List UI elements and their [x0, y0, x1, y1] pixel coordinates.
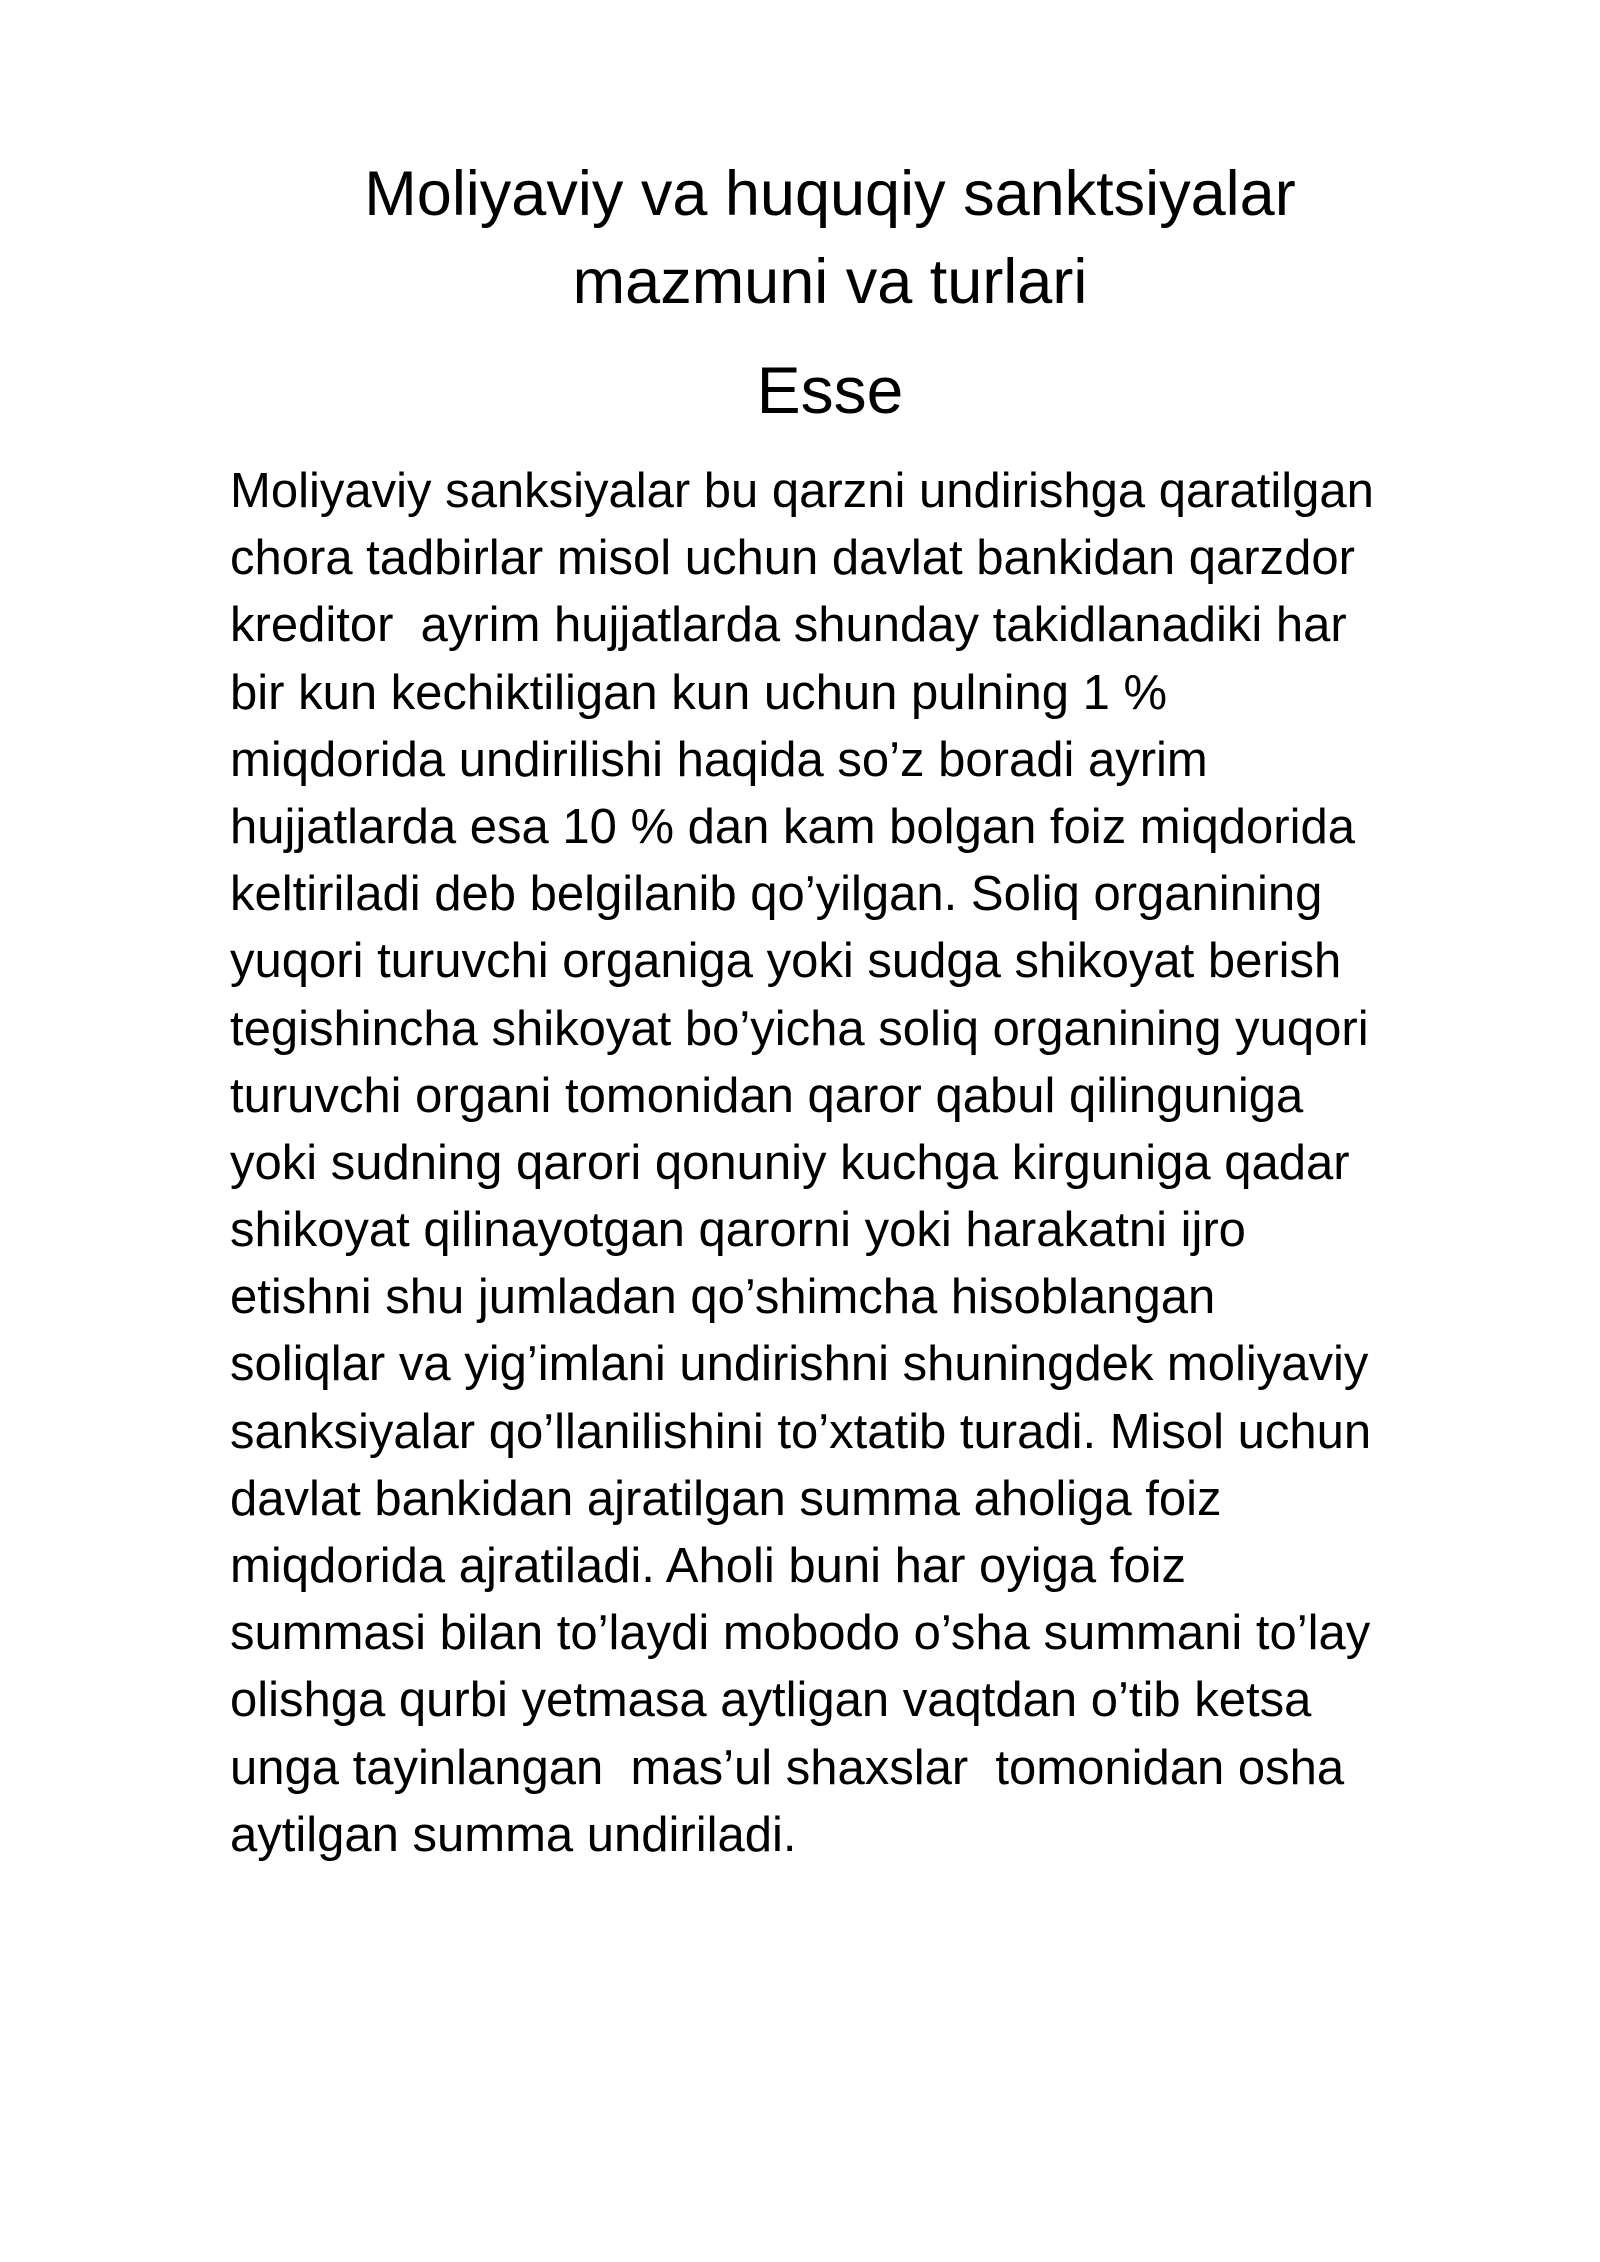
essay-line: shikoyat qilinayotgan qarorni yoki harakatni ijro: [230, 1203, 1246, 1258]
document-subtitle: Esse: [756, 353, 904, 427]
essay-line: davlat bankidan ajratilgan summa aholiga foiz: [230, 1471, 1222, 1526]
essay-line: aytilgan summa undiriladi.: [230, 1807, 797, 1862]
essay-line: yoki sudning qarori qonuniy kuchga kirguniga qadar: [230, 1135, 1350, 1190]
essay-line: bir kun kechiktiligan kun uchun pulning 1 %: [230, 665, 1168, 720]
essay-body: [230, 458, 1530, 1869]
document-title: Moliyaviy va huquqiy sanktsiyalar mazmuni va turlari: [364, 159, 1296, 317]
essay-line: chora tadbirlar misol uchun davlat bankidan qarzdor: [230, 531, 1355, 586]
essay-line: hujjatlarda esa 10 % dan kam bolgan foiz miqdorida: [230, 799, 1355, 854]
essay-line: miqdorida ajratiladi. Aholi buni har oyiga foiz: [230, 1539, 1187, 1593]
essay-line: soliqlar va yig’imlani undirishni shuningdek moliyaviy: [230, 1337, 1369, 1392]
essay-line: miqdorida undirilishi haqida so’z boradi ayrim: [230, 732, 1208, 787]
essay-line: olishga qurbi yetmasa aytligan vaqtdan o’tib ketsa: [230, 1673, 1312, 1728]
essay-line: turuvchi organi tomonidan qaror qabul qilinguniga: [230, 1068, 1304, 1123]
essay-line: etishni shu jumladan qo’shimcha hisoblangan: [230, 1270, 1216, 1325]
essay-line: keltiriladi deb belgilanib qo’yilgan. Soliq organining: [230, 867, 1323, 922]
essay-line: Moliyaviy sanksiyalar bu qarzni undirishga qaratilgan: [230, 464, 1374, 518]
essay-line: summasi bilan to’laydi mobodo o’sha summani to’lay: [230, 1606, 1371, 1661]
essay-line: yuqori turuvchi organiga yoki sudga shikoyat berish: [230, 934, 1342, 989]
essay-line: unga tayinlangan mas’ul shaxslar tomonidan osha: [230, 1740, 1345, 1795]
essay-line: kreditor ayrim hujjatlarda shunday takidlanadiki har: [230, 598, 1347, 653]
essay-line: tegishincha shikoyat bo’yicha soliq organining yuqori: [230, 1001, 1369, 1056]
essay-line: sanksiyalar qo’llanilishini to’xtatib turadi. Misol uchun: [230, 1404, 1372, 1459]
